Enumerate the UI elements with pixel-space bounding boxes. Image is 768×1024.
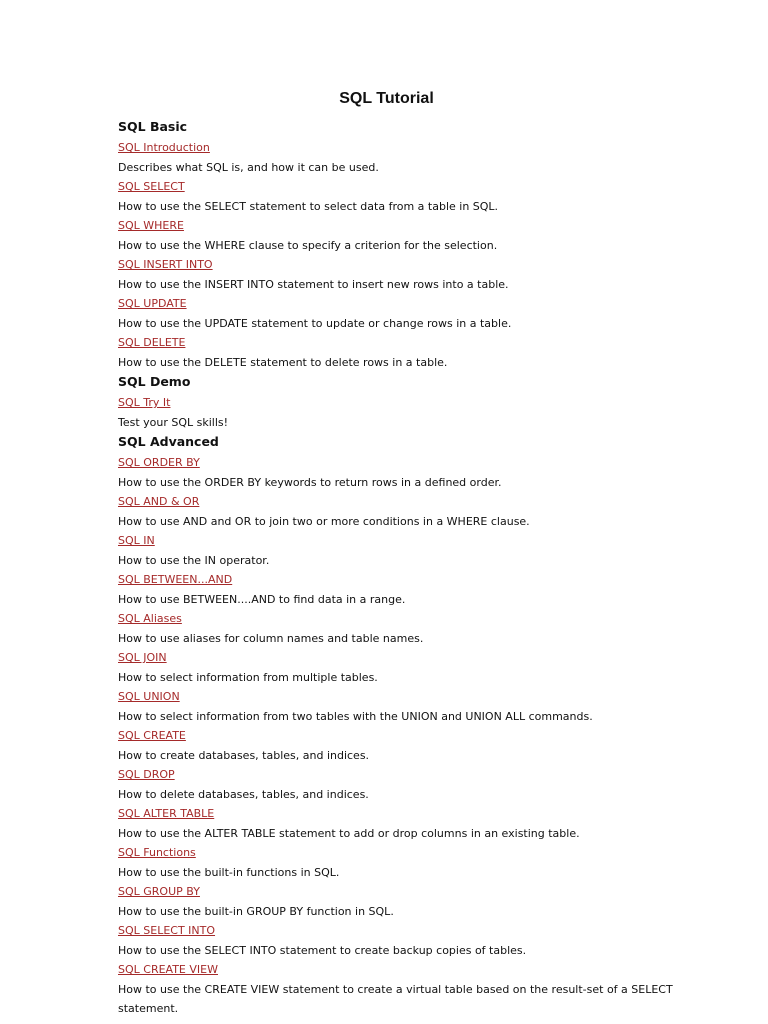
list-item: [118, 843, 678, 882]
topic-description: How to delete databases, tables, and indices.: [118, 787, 369, 801]
section: [118, 118, 678, 372]
topic-description: Describes what SQL is, and how it can be used.: [118, 160, 379, 174]
topic-link[interactable]: SQL BETWEEN...AND: [118, 573, 233, 586]
topic-link[interactable]: SQL JOIN: [118, 651, 167, 664]
tutorial-index: [118, 118, 678, 1018]
section-heading: SQL Advanced: [118, 434, 219, 449]
list-item: [118, 492, 678, 531]
topic-description: How to select information from multiple tables.: [118, 670, 378, 684]
section: [118, 373, 678, 432]
topic-description: How to use the WHERE clause to specify a criterion for the selection.: [118, 238, 498, 252]
topic-link[interactable]: SQL Aliases: [118, 612, 182, 625]
topic-link[interactable]: SQL ALTER TABLE: [118, 807, 215, 820]
topic-description: How to use the built-in functions in SQL.: [118, 865, 340, 879]
topic-link[interactable]: SQL CREATE: [118, 729, 186, 742]
list-item: [118, 216, 678, 255]
list-item: [118, 882, 678, 921]
topic-link[interactable]: SQL SELECT INTO: [118, 924, 216, 937]
section-heading: SQL Demo: [118, 374, 191, 389]
topic-link[interactable]: SQL WHERE: [118, 219, 184, 232]
topic-description: How to use the DELETE statement to delete rows in a table.: [118, 355, 448, 369]
topic-link[interactable]: SQL UNION: [118, 690, 180, 703]
topic-link[interactable]: SQL Try It: [118, 396, 171, 409]
topic-link[interactable]: SQL AND & OR: [118, 495, 200, 508]
topic-link[interactable]: SQL DELETE: [118, 336, 186, 349]
topic-link[interactable]: SQL DROP: [118, 768, 175, 781]
topic-description: How to use the ALTER TABLE statement to add or drop columns in an existing table.: [118, 826, 580, 840]
topic-description: How to use BETWEEN....AND to find data in a range.: [118, 592, 406, 606]
topic-link[interactable]: SQL UPDATE: [118, 297, 187, 310]
topic-link[interactable]: SQL CREATE VIEW: [118, 963, 218, 976]
list-item: [118, 648, 678, 687]
list-item: [118, 570, 678, 609]
topic-link[interactable]: SQL IN: [118, 534, 155, 547]
list-item: [118, 393, 678, 432]
section: [118, 433, 678, 1018]
topic-description: How to create databases, tables, and indices.: [118, 748, 370, 762]
topic-description: How to use AND and OR to join two or more conditions in a WHERE clause.: [118, 514, 530, 528]
list-item: [118, 177, 678, 216]
list-item: [118, 333, 678, 372]
list-item: [118, 138, 678, 177]
list-item: [118, 255, 678, 294]
topic-description: How to select information from two tables with the UNION and UNION ALL commands.: [118, 709, 593, 723]
topic-link[interactable]: SQL INSERT INTO: [118, 258, 213, 271]
topic-link[interactable]: SQL SELECT: [118, 180, 185, 193]
list-item: [118, 960, 678, 1018]
topic-description: How to use the CREATE VIEW statement to create a virtual table based on the result-set of a SELECT statement.: [118, 982, 673, 1015]
topic-description: Test your SQL skills!: [118, 415, 229, 429]
topic-description: How to use the SELECT INTO statement to create backup copies of tables.: [118, 943, 527, 957]
topic-description: How to use the ORDER BY keywords to return rows in a defined order.: [118, 475, 502, 489]
topic-description: How to use aliases for column names and table names.: [118, 631, 424, 645]
list-item: [118, 804, 678, 843]
topic-description: How to use the UPDATE statement to update or change rows in a table.: [118, 316, 512, 330]
topic-description: How to use the SELECT statement to select data from a table in SQL.: [118, 199, 499, 213]
topic-description: How to use the INSERT INTO statement to insert new rows into a table.: [118, 277, 509, 291]
list-item: [118, 726, 678, 765]
list-item: [118, 531, 678, 570]
topic-description: How to use the built-in GROUP BY function in SQL.: [118, 904, 394, 918]
list-item: [118, 921, 678, 960]
list-item: [118, 609, 678, 648]
topic-description: How to use the IN operator.: [118, 553, 270, 567]
page-title: SQL Tutorial: [339, 90, 434, 107]
topic-link[interactable]: SQL Introduction: [118, 141, 210, 154]
list-item: [118, 453, 678, 492]
topic-link[interactable]: SQL Functions: [118, 846, 196, 859]
section-heading: SQL Basic: [118, 119, 188, 134]
topic-link[interactable]: SQL GROUP BY: [118, 885, 200, 898]
list-item: [118, 687, 678, 726]
list-item: [118, 765, 678, 804]
topic-link[interactable]: SQL ORDER BY: [118, 456, 200, 469]
list-item: [118, 294, 678, 333]
